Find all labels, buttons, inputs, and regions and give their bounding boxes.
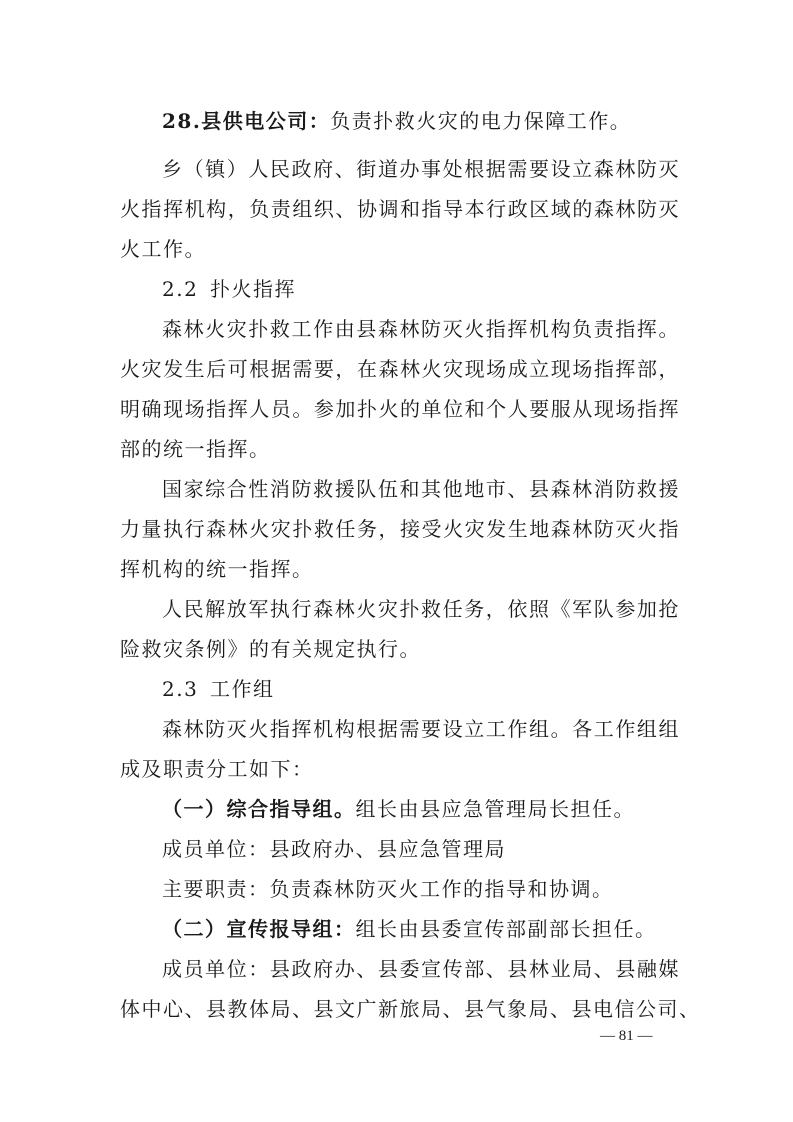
paragraph-line: 火灾发生后可根据需要，在森林火灾现场成立现场指挥部， [120, 357, 680, 381]
paragraph-line: 乡（镇）人民政府、街道办事处根据需要设立森林防灭 [162, 157, 680, 181]
line-text: 组长由县应急管理局长担任。 [355, 797, 635, 821]
section-heading [162, 676, 722, 702]
bold-label: （二）宣传报导组： [162, 917, 356, 941]
paragraph-line: 挥机构的统一指挥。 [120, 557, 314, 581]
paragraph-line: 成及职责分工如下： [120, 757, 314, 781]
section-number: 2.3 [162, 677, 199, 701]
line-text: 负责扑救火灾的电力保障工作。 [330, 109, 632, 133]
paragraph-line: 成员单位：县政府办、县委宣传部、县林业局、县融媒 [162, 957, 680, 981]
paragraph-line: 力量执行森林火灾扑救任务，接受火灾发生地森林防灭火指 [120, 517, 680, 541]
paragraph-line: 主要职责：负责森林防灭火工作的指导和协调。 [162, 877, 614, 901]
section-number: 2.2 [162, 277, 199, 301]
section-title: 工作组 [210, 677, 275, 701]
paragraph-line: 部的统一指挥。 [120, 437, 271, 461]
paragraph-line: 明确现场指挥人员。参加扑火的单位和个人要服从现场指挥 [120, 397, 680, 421]
section-heading [162, 276, 722, 302]
paragraph-line [162, 108, 722, 134]
line-text: 组长由县委宣传部副部长担任。 [355, 917, 657, 941]
bold-label: （一）综合指导组。 [162, 797, 356, 821]
paragraph-line: 体中心、县教体局、县文广新旅局、县气象局、县电信公司、 [120, 997, 701, 1021]
section-title: 扑火指挥 [210, 277, 296, 301]
paragraph-line [162, 796, 722, 822]
paragraph-line: 险救灾条例》的有关规定执行。 [120, 637, 421, 661]
paragraph-line: 国家综合性消防救援队伍和其他地市、县森林消防救援 [162, 477, 680, 501]
paragraph-line: 火指挥机构，负责组织、协调和指导本行政区域的森林防灭 [120, 197, 680, 221]
paragraph-line: 成员单位：县政府办、县应急管理局 [162, 837, 506, 861]
paragraph-line: 森林火灾扑救工作由县森林防灭火指挥机构负责指挥。 [162, 317, 680, 341]
paragraph-line: 火工作。 [120, 237, 206, 261]
bold-label: 28.县供电公司： [162, 109, 331, 133]
page-number: — 81 — [600, 1028, 653, 1044]
paragraph-line [162, 916, 722, 942]
paragraph-line: 人民解放军执行森林火灾扑救任务，依照《军队参加抢 [162, 597, 680, 621]
paragraph-line: 森林防灭火指挥机构根据需要设立工作组。各工作组组 [162, 717, 680, 741]
